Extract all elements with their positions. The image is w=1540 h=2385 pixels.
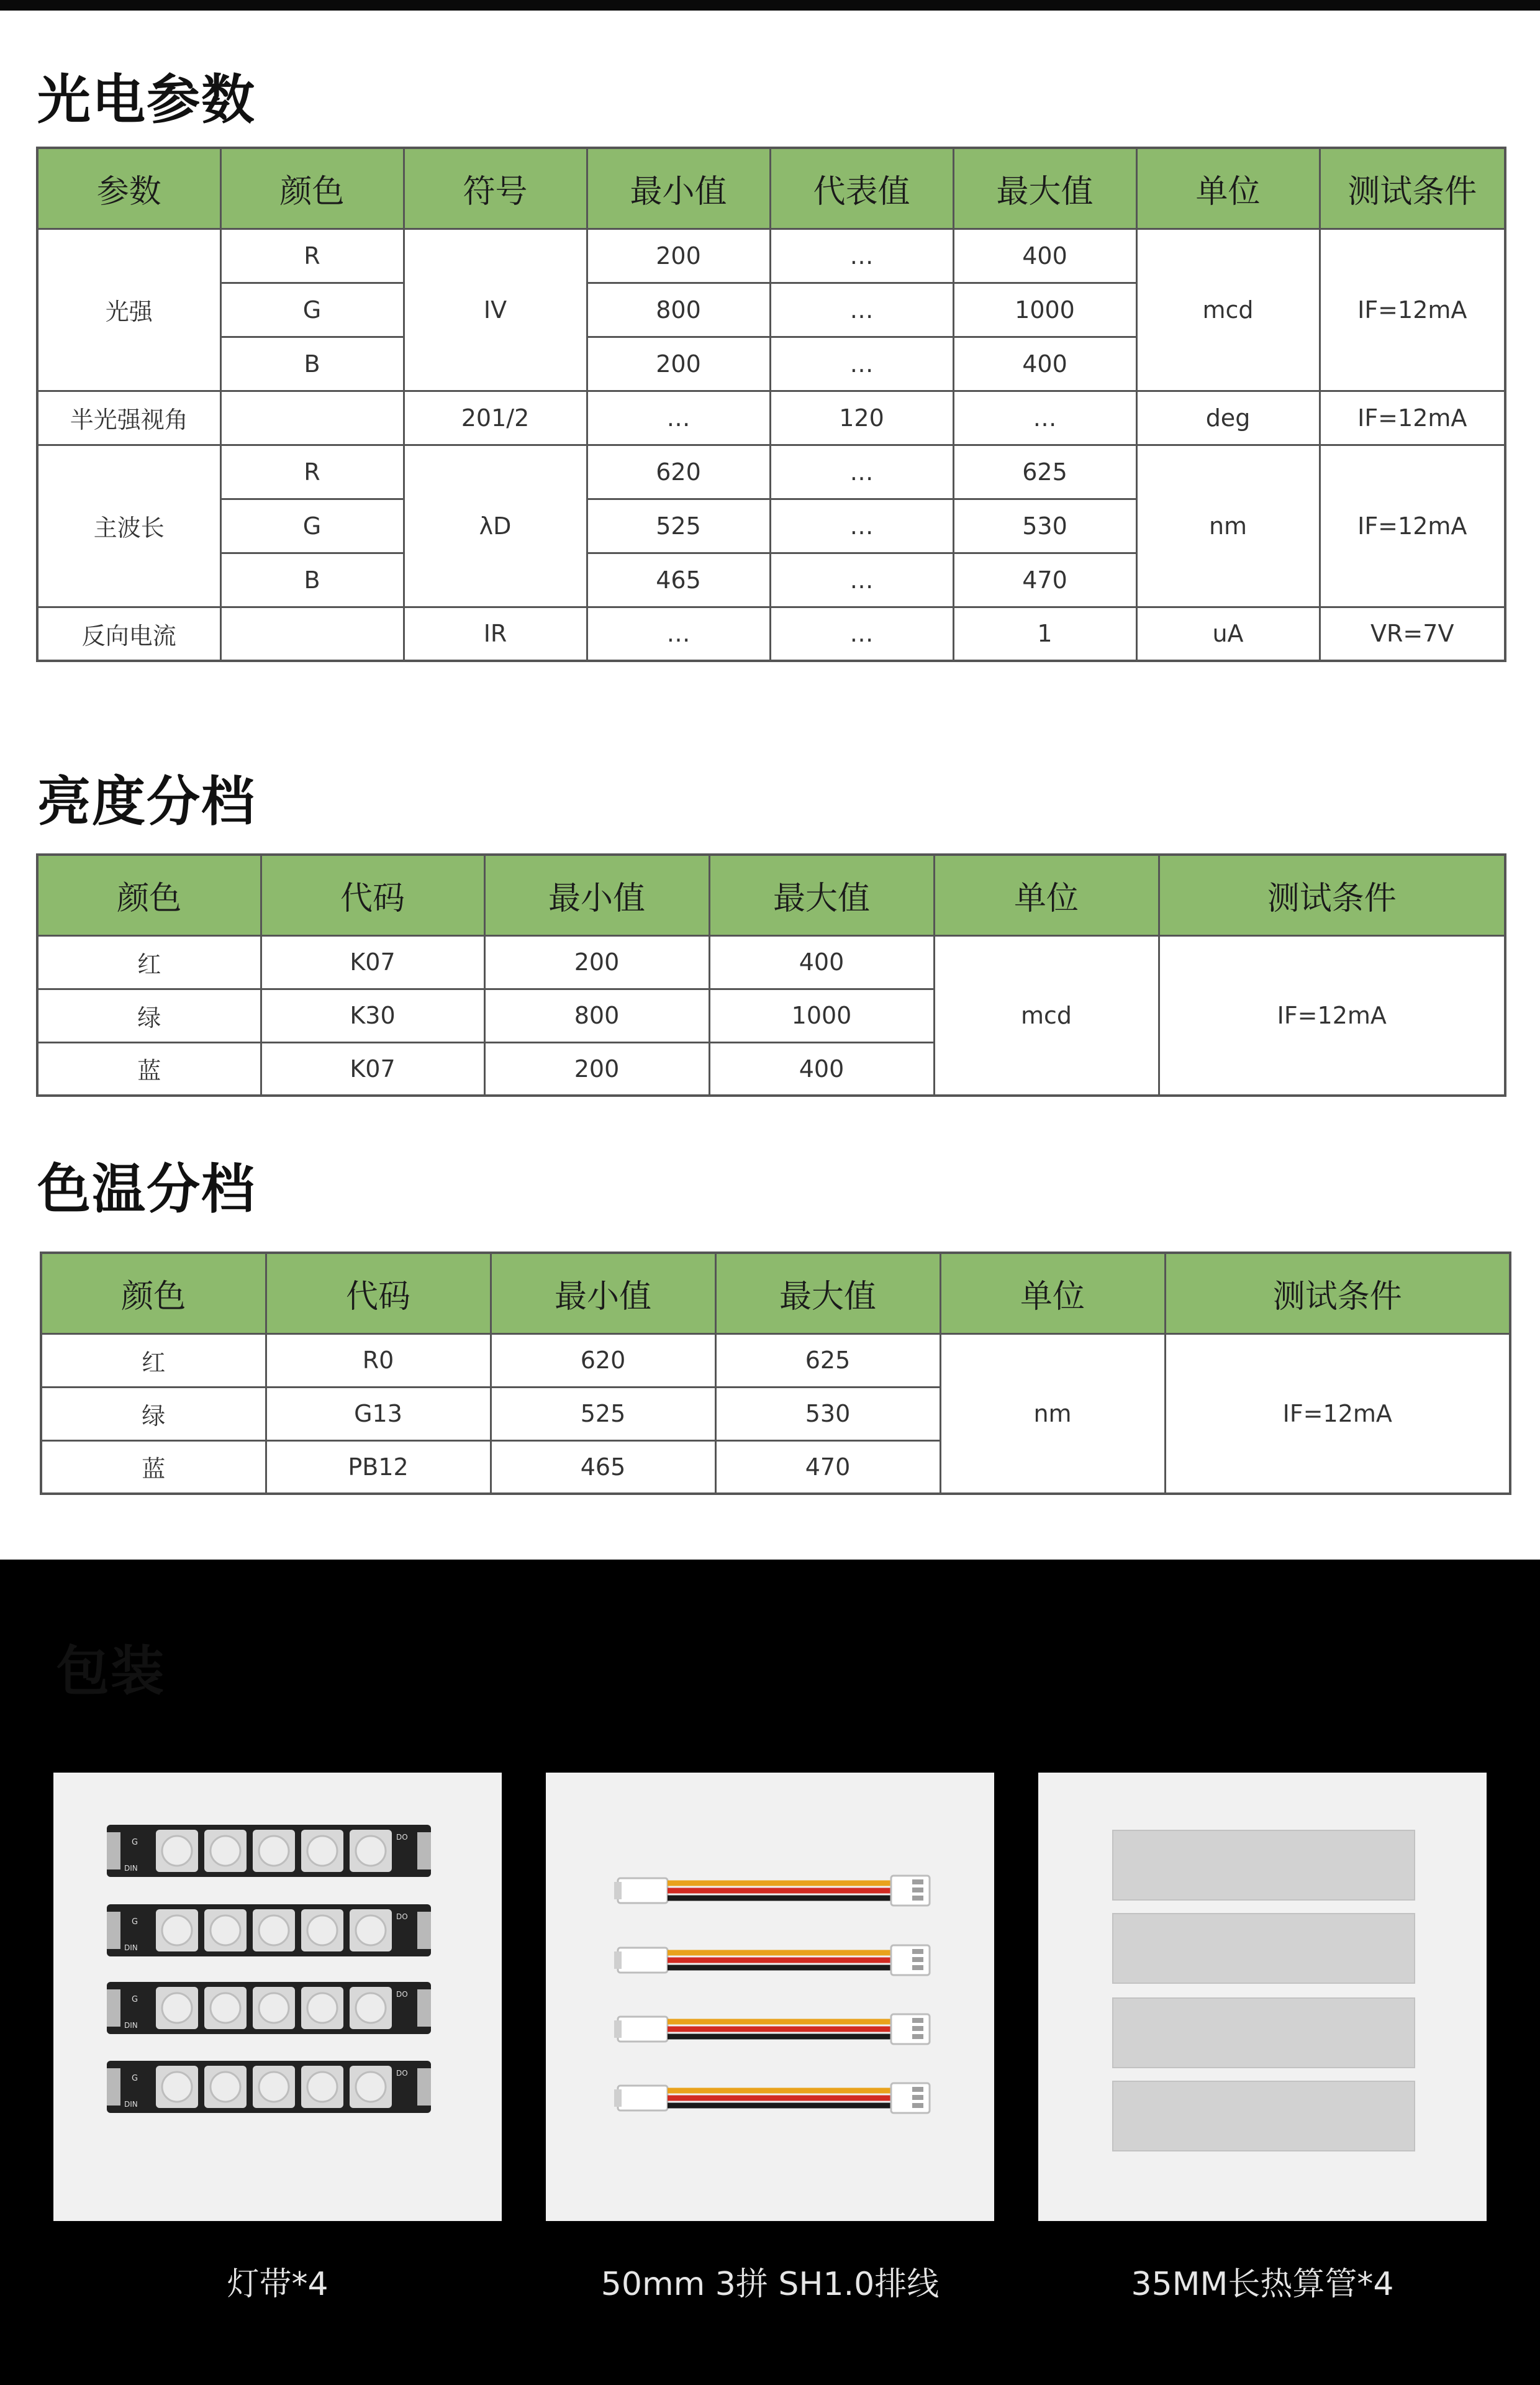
cable — [614, 2014, 930, 2044]
heat-shrink-tube — [1113, 1998, 1415, 2068]
max-cell: 400 — [953, 229, 1136, 283]
unit-cell: nm — [1136, 445, 1320, 607]
header-cell: 符号 — [404, 148, 587, 229]
cable — [614, 1945, 930, 1975]
max-cell: … — [953, 391, 1136, 445]
connector-clip — [614, 2089, 622, 2107]
connector-right — [891, 2083, 930, 2113]
max-cell: 1000 — [953, 283, 1136, 337]
top-border — [0, 0, 1540, 11]
min-cell: 620 — [491, 1333, 715, 1387]
max-cell: 400 — [953, 337, 1136, 391]
solder-pad — [107, 2068, 120, 2106]
min-cell: 800 — [484, 989, 709, 1042]
header-cell: 颜色 — [220, 148, 404, 229]
led-lens — [356, 1836, 386, 1866]
param-cell: 主波长 — [37, 445, 220, 607]
solder-pad — [107, 1912, 120, 1949]
cable — [614, 2083, 930, 2113]
heat-shrink-tube-image — [1038, 1773, 1487, 2221]
led-lens — [162, 1993, 192, 2023]
min-cell: 465 — [491, 1440, 715, 1494]
min-cell: 525 — [491, 1387, 715, 1440]
table-row — [37, 445, 1505, 499]
pin-label-gnd: G — [132, 2074, 138, 2083]
header-cell: 单位 — [934, 855, 1159, 935]
min-cell: 200 — [484, 935, 709, 989]
packaging-card-led-strip — [53, 1773, 502, 2221]
cable-image — [546, 1773, 994, 2221]
color-cell: 蓝 — [41, 1440, 266, 1494]
header-cell: 测试条件 — [1165, 1253, 1510, 1333]
pin-label-din: DIN — [124, 1864, 138, 1873]
header-cell: 颜色 — [41, 1253, 266, 1333]
color-cell — [220, 607, 404, 661]
optical-params-table — [36, 147, 1506, 662]
connector-pin — [912, 1957, 923, 1962]
color-cell: 红 — [37, 935, 261, 989]
caption-cable: 50mm 3拼 SH1.0排线 — [600, 2266, 940, 2303]
typ-cell: … — [770, 445, 953, 499]
pin-label-gnd: G — [132, 1838, 138, 1847]
symbol-cell: λD — [404, 445, 587, 607]
connector-pin — [912, 1896, 923, 1901]
solder-pad — [107, 1832, 120, 1869]
param-cell: 半光强视角 — [37, 391, 220, 445]
param-cell: 反向电流 — [37, 607, 220, 661]
condition-cell: IF=12mA — [1320, 391, 1505, 445]
header-cell: 代码 — [266, 1253, 491, 1333]
symbol-cell: IR — [404, 607, 587, 661]
led-lens — [307, 1836, 337, 1866]
symbol-cell: IV — [404, 229, 587, 391]
led-lens — [356, 1915, 386, 1945]
led-strip-image — [53, 1773, 502, 2221]
pin-label-do: DO — [396, 1990, 408, 1999]
code-cell: R0 — [266, 1333, 491, 1387]
brightness-bin-table — [36, 853, 1506, 1097]
connector-right — [891, 1876, 930, 1906]
header-cell: 最小值 — [491, 1253, 715, 1333]
section-title-brightness-bin: 亮度分档 — [37, 771, 256, 833]
typ-cell: 120 — [770, 391, 953, 445]
color-cell: 蓝 — [37, 1042, 261, 1096]
connector-left — [618, 1948, 668, 1973]
min-cell: 620 — [587, 445, 770, 499]
typ-cell: … — [770, 283, 953, 337]
max-cell: 470 — [953, 553, 1136, 607]
connector-left — [618, 1878, 668, 1903]
color-cell: B — [220, 337, 404, 391]
max-cell: 400 — [709, 935, 934, 989]
connector-pin — [912, 2034, 923, 2039]
table-row — [41, 1333, 1510, 1387]
led-strip — [107, 1825, 431, 1877]
pin-label-gnd: G — [132, 1917, 138, 1927]
led-lens — [211, 1836, 240, 1866]
pin-label-din: DIN — [124, 1943, 138, 1952]
max-cell: 530 — [953, 499, 1136, 553]
led-lens — [356, 2072, 386, 2102]
color-cell: B — [220, 553, 404, 607]
param-cell: 光强 — [37, 229, 220, 391]
min-cell: 465 — [587, 553, 770, 607]
code-cell: K07 — [261, 935, 484, 989]
led-lens — [211, 2072, 240, 2102]
header-cell: 颜色 — [37, 855, 261, 935]
heat-shrink-tube — [1113, 2081, 1415, 2151]
code-cell: G13 — [266, 1387, 491, 1440]
connector-clip — [614, 1951, 622, 1969]
table-row — [37, 607, 1505, 661]
connector-left — [618, 2017, 668, 2042]
solder-pad — [417, 1989, 431, 2027]
solder-pad — [417, 2068, 431, 2106]
header-cell: 最小值 — [484, 855, 709, 935]
heat-shrink-tube — [1113, 1914, 1415, 1983]
color-cell: 绿 — [41, 1387, 266, 1440]
section-title-packaging: 包装 — [56, 1640, 165, 1702]
connector-clip — [614, 2020, 622, 2038]
max-cell: 400 — [709, 1042, 934, 1096]
unit-cell: uA — [1136, 607, 1320, 661]
led-lens — [259, 1915, 289, 1945]
connector-pin — [912, 2095, 923, 2100]
min-cell: 200 — [587, 337, 770, 391]
header-cell: 参数 — [37, 148, 220, 229]
color-cell — [220, 391, 404, 445]
header-cell: 单位 — [940, 1253, 1165, 1333]
solder-pad — [417, 1832, 431, 1869]
condition-cell: IF=12mA — [1320, 445, 1505, 607]
connector-right — [891, 1945, 930, 1975]
pin-label-din: DIN — [124, 2100, 138, 2109]
typ-cell: … — [770, 607, 953, 661]
caption-led-strip: 灯带*4 — [227, 2266, 328, 2303]
code-cell: K07 — [261, 1042, 484, 1096]
color-temp-bin-table — [40, 1252, 1511, 1495]
solder-pad — [417, 1912, 431, 1949]
code-cell: K30 — [261, 989, 484, 1042]
led-lens — [162, 1836, 192, 1866]
connector-pin — [912, 2018, 923, 2023]
led-lens — [259, 1993, 289, 2023]
packaging-card-heat-shrink — [1038, 1773, 1487, 2221]
min-cell: 200 — [587, 229, 770, 283]
pin-label-din: DIN — [124, 2021, 138, 2030]
led-strip — [107, 1904, 431, 1956]
min-cell: 800 — [587, 283, 770, 337]
led-lens — [211, 1993, 240, 2023]
condition-cell: IF=12mA — [1159, 935, 1505, 1096]
connector-pin — [912, 2103, 923, 2108]
unit-cell: nm — [940, 1333, 1165, 1494]
header-cell: 最大值 — [953, 148, 1136, 229]
typ-cell: … — [770, 553, 953, 607]
pin-label-do: DO — [396, 1912, 408, 1921]
max-cell: 625 — [715, 1333, 940, 1387]
max-cell: 1000 — [709, 989, 934, 1042]
section-title-color-temp-bin: 色温分档 — [37, 1158, 256, 1220]
color-cell: R — [220, 229, 404, 283]
connector-pin — [912, 1949, 923, 1954]
max-cell: 1 — [953, 607, 1136, 661]
min-cell: … — [587, 391, 770, 445]
max-cell: 470 — [715, 1440, 940, 1494]
heat-shrink-tube — [1113, 1830, 1415, 1900]
header-cell: 测试条件 — [1159, 855, 1505, 935]
cable — [614, 1876, 930, 1906]
header-cell: 最大值 — [715, 1253, 940, 1333]
led-lens — [307, 1993, 337, 2023]
header-cell: 代表值 — [770, 148, 953, 229]
led-lens — [307, 2072, 337, 2102]
color-cell: G — [220, 499, 404, 553]
unit-cell: mcd — [934, 935, 1159, 1096]
connector-clip — [614, 1882, 622, 1899]
min-cell: … — [587, 607, 770, 661]
color-cell: G — [220, 283, 404, 337]
condition-cell: IF=12mA — [1165, 1333, 1510, 1494]
color-cell: R — [220, 445, 404, 499]
connector-pin — [912, 1965, 923, 1970]
typ-cell: … — [770, 499, 953, 553]
color-cell: 绿 — [37, 989, 261, 1042]
led-strip — [107, 1982, 431, 2034]
connector-left — [618, 2086, 668, 2110]
condition-cell: IF=12mA — [1320, 229, 1505, 391]
header-cell: 代码 — [261, 855, 484, 935]
led-lens — [259, 2072, 289, 2102]
condition-cell: VR=7V — [1320, 607, 1505, 661]
connector-pin — [912, 2026, 923, 2031]
symbol-cell: 201/2 — [404, 391, 587, 445]
header-cell: 测试条件 — [1320, 148, 1505, 229]
led-lens — [307, 1915, 337, 1945]
max-cell: 625 — [953, 445, 1136, 499]
max-cell: 530 — [715, 1387, 940, 1440]
pin-label-gnd: G — [132, 1995, 138, 2004]
unit-cell: deg — [1136, 391, 1320, 445]
led-lens — [259, 1836, 289, 1866]
led-lens — [162, 2072, 192, 2102]
header-cell: 最小值 — [587, 148, 770, 229]
section-title-optical-params: 光电参数 — [37, 69, 256, 131]
typ-cell: … — [770, 337, 953, 391]
min-cell: 525 — [587, 499, 770, 553]
connector-pin — [912, 1879, 923, 1884]
led-lens — [211, 1915, 240, 1945]
min-cell: 200 — [484, 1042, 709, 1096]
led-strip — [107, 2061, 431, 2113]
typ-cell: … — [770, 229, 953, 283]
table-row — [37, 229, 1505, 283]
unit-cell: mcd — [1136, 229, 1320, 391]
led-lens — [162, 1915, 192, 1945]
color-cell: 红 — [41, 1333, 266, 1387]
header-cell: 最大值 — [709, 855, 934, 935]
led-lens — [356, 1993, 386, 2023]
code-cell: PB12 — [266, 1440, 491, 1494]
connector-pin — [912, 1888, 923, 1892]
pin-label-do: DO — [396, 1833, 408, 1842]
header-cell: 单位 — [1136, 148, 1320, 229]
table-row — [37, 391, 1505, 445]
packaging-card-cable — [546, 1773, 994, 2221]
pin-label-do: DO — [396, 2069, 408, 2078]
table-row — [37, 935, 1505, 989]
caption-heat-shrink: 35MM长热算管*4 — [1131, 2266, 1394, 2303]
connector-pin — [912, 2087, 923, 2092]
solder-pad — [107, 1989, 120, 2027]
connector-right — [891, 2014, 930, 2044]
